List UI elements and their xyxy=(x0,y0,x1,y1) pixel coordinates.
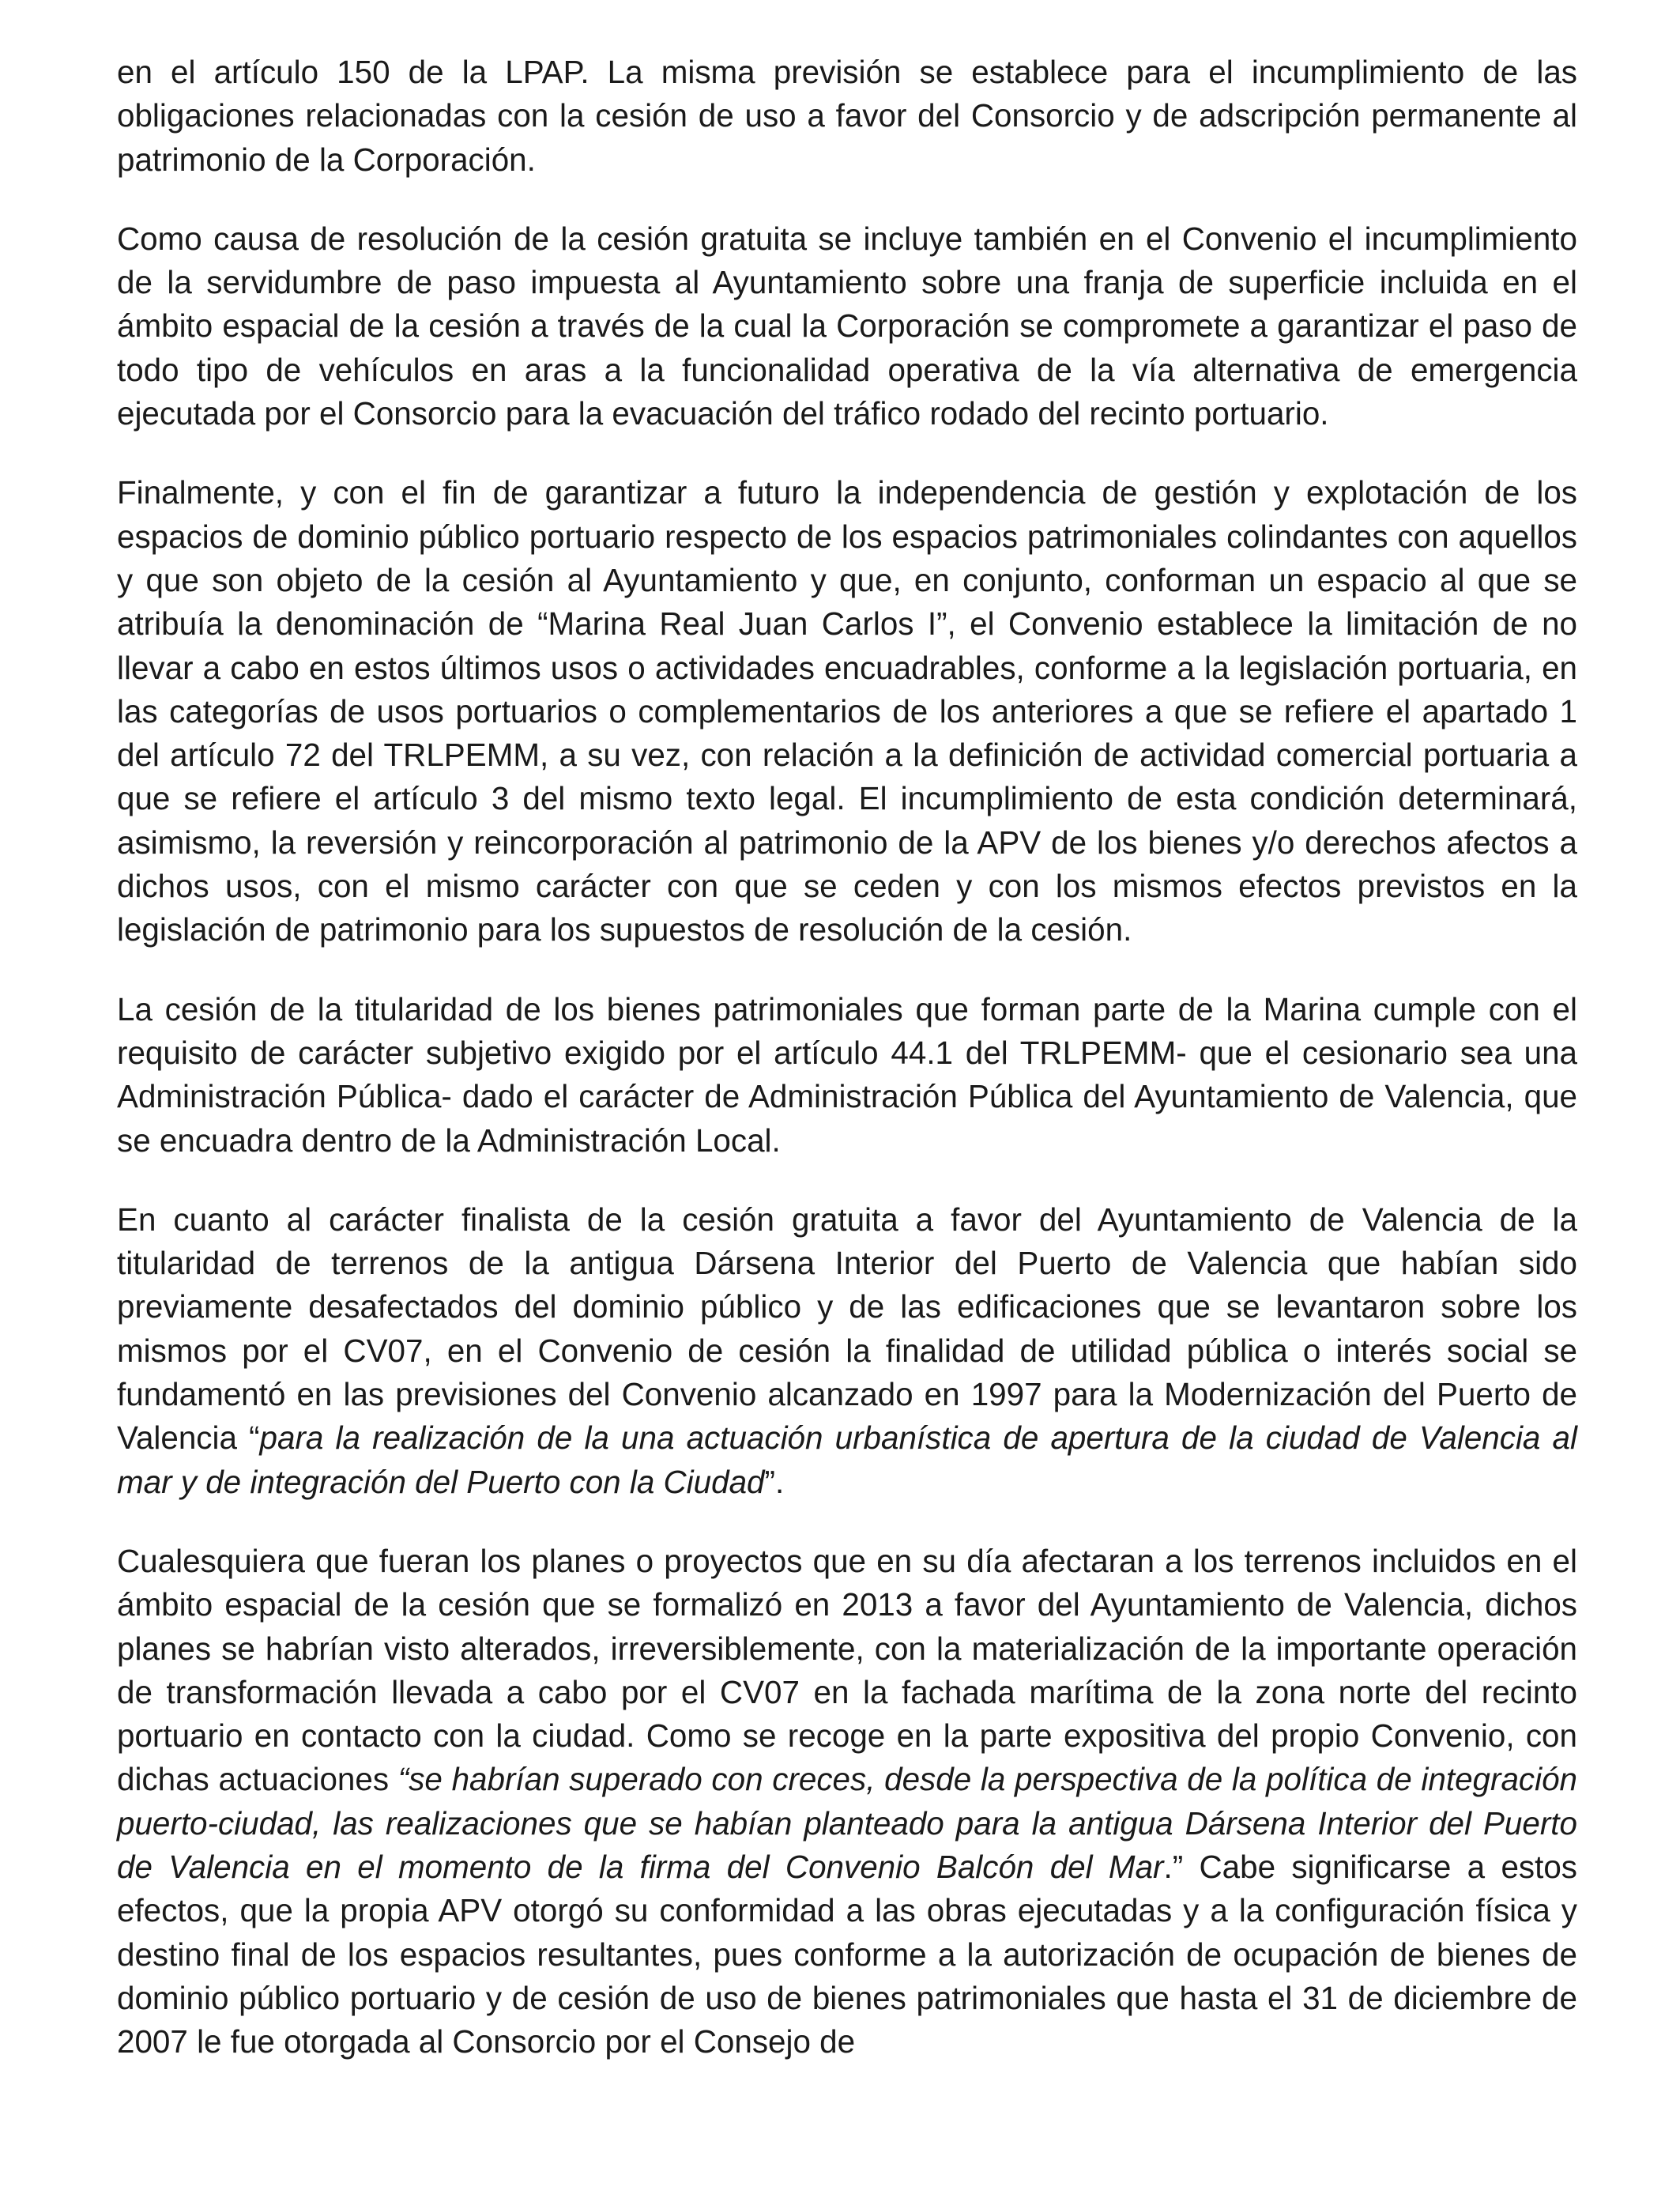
paragraph-6-quote: “se habrían superado con creces, desde la perspectiva de la política de integración puerto-ciudad, las realizaciones que se habían planteado para la antigua Dársena Interior del Puerto de Valencia en el momento de la firma del Convenio Balcón del Mar xyxy=(117,1761,1578,1885)
paragraph-6 xyxy=(117,1540,1577,2064)
paragraph-1: en el artículo 150 de la LPAP. La misma previsión se establece para el incumplimiento de las obligaciones relacionadas con la cesión de uso a favor del Consorcio y de adscripción permanente al patrimonio de la Corporación. xyxy=(117,54,1577,178)
paragraph-5-quote: para la realización de la una actuación urbanística de apertura de la ciudad de Valencia al mar y de integración del Puerto con la Ciudad xyxy=(117,1419,1577,1500)
paragraph-5-tail: ”. xyxy=(764,1463,785,1500)
paragraph-6-tail: .” Cabe significarse a estos efectos, que la propia APV otorgó su conformidad a las obras ejecutadas y a la configuración física y destino final de los espacios resultantes, pues conforme a la autorización de ocupación de bienes de dominio público portuario y de cesión de uso de bienes patrimoniales que hasta el 31 de diciembre de 2007 le fue otorgada al Consorcio por el Consejo de xyxy=(117,1848,1578,2060)
document-page xyxy=(117,51,1577,2064)
paragraph-3: Finalmente, y con el fin de garantizar a futuro la independencia de gestión y explotación de los espacios de dominio público portuario respecto de los espacios patrimoniales colindantes con aquellos y que son objeto de la cesión al Ayuntamiento y que, en conjunto, conforman un espacio al que se atribuía la denominación de “Marina Real Juan Carlos I”, el Convenio establece la limitación de no llevar a cabo en estos últimos usos o actividades encuadrables, conforme a la legislación portuaria, en las categorías de usos portuarios o complementarios de los anteriores a que se refiere el apartado 1 del artículo 72 del TRLPEMM, a su vez, con relación a la definición de actividad comercial portuaria a que se refiere el artículo 3 del mismo texto legal. El incumplimiento de esta condición determinará, asimismo, la reversión y reincorporación al patrimonio de la APV de los bienes y/o derechos afectos a dichos usos, con el mismo carácter con que se ceden y con los mismos efectos previstos en la legislación de patrimonio para los supuestos de resolución de la cesión. xyxy=(117,474,1577,948)
paragraph-4: La cesión de la titularidad de los bienes patrimoniales que forman parte de la Marina cumple con el requisito de carácter subjetivo exigido por el artículo 44.1 del TRLPEMM- que el cesionario sea una Administración Pública- dado el carácter de Administración Pública del Ayuntamiento de Valencia, que se encuadra dentro de la Administración Local. xyxy=(117,990,1577,1159)
paragraph-5-lead: En cuanto al carácter finalista de la cesión gratuita a favor del Ayuntamiento de Valencia de la titularidad de terrenos de la antigua Dársena Interior del Puerto de Valencia que habían sido previamente desafectados del dominio público y de las edificaciones que se levantaron sobre los mismos por el CV07, en el Convenio de cesión la finalidad de utilidad pública o interés social se fundamentó en las previsiones del Convenio alcanzado en 1997 para la Modernización del Puerto de Valencia “ xyxy=(117,1201,1577,1457)
paragraph-2: Como causa de resolución de la cesión gratuita se incluye también en el Convenio el incumplimiento de la servidumbre de paso impuesta al Ayuntamiento sobre una franja de superficie incluida en el ámbito espacial de la cesión a través de la cual la Corporación se compromete a garantizar el paso de todo tipo de vehículos en aras a la funcionalidad operativa de la vía alternativa de emergencia ejecutada por el Consorcio para la evacuación del tráfico rodado del recinto portuario. xyxy=(117,220,1577,432)
paragraph-5 xyxy=(117,1198,1577,1504)
paragraph-6-lead: Cualesquiera que fueran los planes o proyectos que en su día afectaran a los terrenos incluidos en el ámbito espacial de la cesión que se formalizó en 2013 a favor del Ayuntamiento de Valencia, dichos planes se habrían visto alterados, irreversiblemente, con la materialización de la importante operación de transformación llevada a cabo por el CV07 en la fachada marítima de la zona norte del recinto portuario en contacto con la ciudad. Como se recoge en la parte expositiva del propio Convenio, con dichas actuaciones xyxy=(117,1542,1577,1798)
